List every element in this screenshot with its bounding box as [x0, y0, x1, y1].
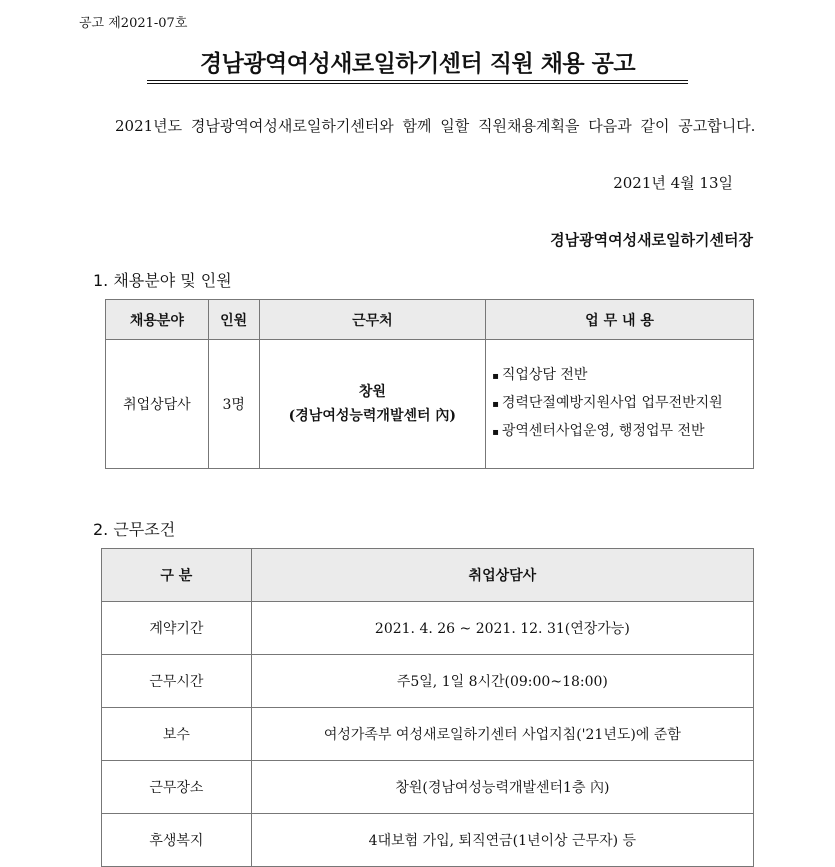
announcement-date: 2021년 4월 13일 [613, 174, 733, 192]
label-cell: 근무장소 [102, 761, 252, 814]
table-row [102, 602, 754, 655]
title-underline [147, 80, 688, 84]
table-row [106, 340, 754, 469]
duty-item [492, 418, 753, 446]
document-number: 공고 제2021-07호 [79, 16, 188, 31]
bullet-icon: ▪ [492, 427, 499, 438]
location-line: 창원 [358, 384, 386, 400]
duty-item [492, 362, 753, 390]
table-row [102, 708, 754, 761]
section-title-conditions: 2. 근무조건 [93, 520, 176, 539]
bullet-icon: ▪ [492, 371, 499, 382]
value-cell: 4대보험 가입, 퇴직연금(1년이상 근무자) 등 [251, 814, 753, 867]
recruitment-table [105, 299, 754, 469]
header-cell: 구 분 [102, 549, 252, 602]
label-cell: 보수 [102, 708, 252, 761]
table-row [102, 761, 754, 814]
bullet-icon: ▪ [492, 399, 499, 410]
table-header-row [102, 549, 754, 602]
label-cell: 근무시간 [102, 655, 252, 708]
label-cell: 후생복지 [102, 814, 252, 867]
duties-cell [486, 340, 754, 469]
duty-text: 경력단절예방지원사업 업무전반지원 [501, 395, 723, 411]
value-cell: 창원(경남여성능력개발센터1층 內) [251, 761, 753, 814]
value-cell: 여성가족부 여성새로일하기센터 사업지침('21년도)에 준함 [251, 708, 753, 761]
value-cell: 2021. 4. 26 ~ 2021. 12. 31(연장가능) [251, 602, 753, 655]
value-cell: 주5일, 1일 8시간(09:00~18:00) [251, 655, 753, 708]
header-cell: 인원 [208, 300, 259, 340]
table-row [102, 655, 754, 708]
header-cell: 취업상담사 [251, 549, 753, 602]
header-cell: 채용분야 [106, 300, 209, 340]
header-cell: 업 무 내 용 [486, 300, 754, 340]
count-cell: 3명 [208, 340, 259, 469]
intro-paragraph: 2021년도 경남광역여성새로일하기센터와 함께 일할 직원채용계획을 다음과 같이 공고합니다. [115, 117, 756, 135]
signer: 경남광역여성새로일하기센터장 [550, 231, 753, 249]
location-cell [259, 340, 485, 469]
location-line: (경남여성능력개발센터 內) [288, 408, 457, 424]
field-cell: 취업상담사 [106, 340, 209, 469]
table-header-row [106, 300, 754, 340]
table-row [102, 814, 754, 867]
label-cell: 계약기간 [102, 602, 252, 655]
conditions-table [101, 548, 754, 867]
duty-text: 광역센터사업운영, 행정업무 전반 [501, 423, 705, 439]
page-title: 경남광역여성새로일하기센터 직원 채용 공고 [199, 51, 636, 77]
section-title-recruitment: 1. 채용분야 및 인원 [93, 271, 232, 290]
header-cell: 근무처 [259, 300, 485, 340]
duty-item [492, 390, 753, 418]
duty-text: 직업상담 전반 [501, 367, 588, 383]
